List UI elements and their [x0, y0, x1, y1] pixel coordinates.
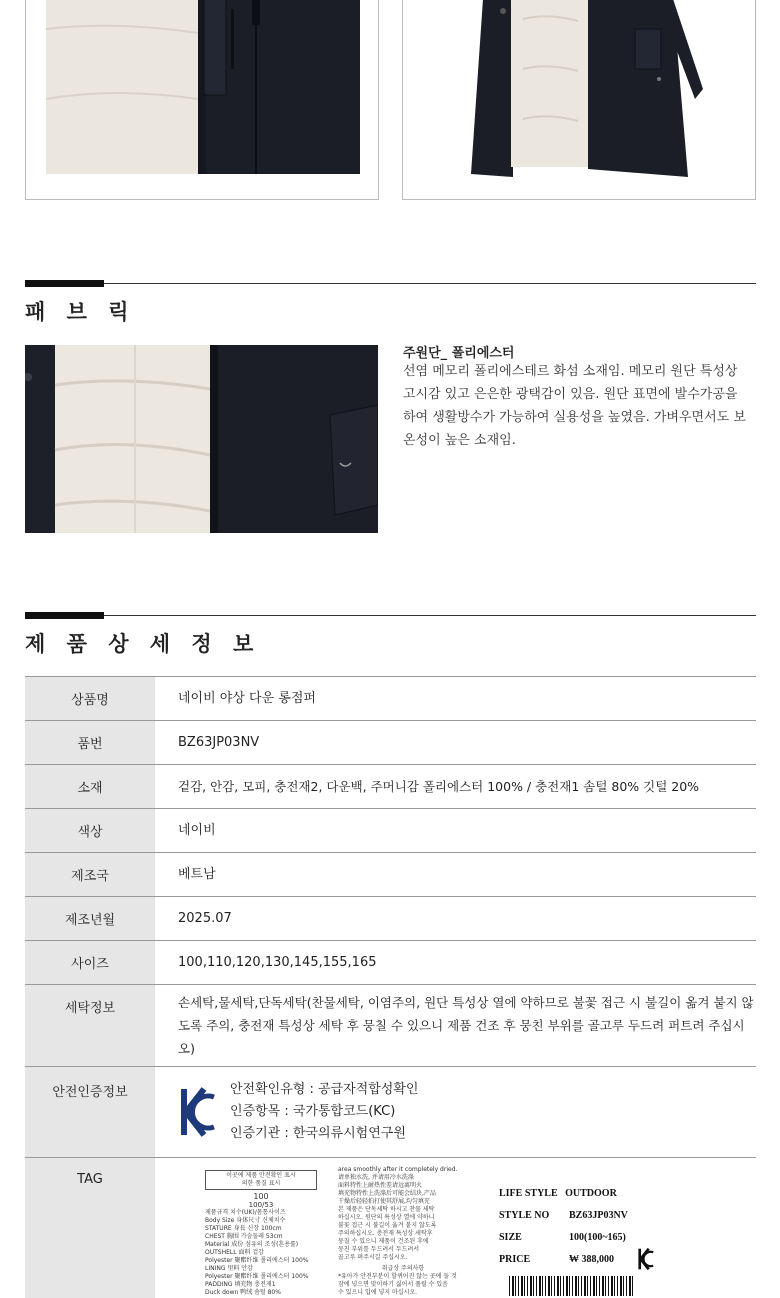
- fabric-section-title: 패 브 릭: [25, 300, 136, 324]
- price-tag-style-label: STYLE NO: [499, 1210, 550, 1221]
- wash-label-line: 뭉칠 수 있으니 제품이 건조된 후에: [338, 1238, 429, 1245]
- row-label: 색상: [25, 809, 155, 853]
- wash-label-line: 불꽃 접근 시 불길이 옮겨 붙지 않도록: [338, 1222, 437, 1229]
- wash-label-image: [338, 1166, 468, 1296]
- wash-label-line: 하십시오. 원단의 특성상 열에 약하니: [338, 1214, 435, 1221]
- care-label-line: PADDING 填充物 충전재1: [205, 1281, 276, 1288]
- wash-label-line: 잠에 넣으면 맞이하기 싫어서 풀릴 수 있음: [338, 1281, 448, 1288]
- table-row: [25, 897, 756, 941]
- cert-item: 인증항목 : 국가통합코드(KC): [230, 1104, 396, 1119]
- row-label: 사이즈: [25, 941, 155, 985]
- care-label-size: 100: [253, 1192, 269, 1201]
- row-label: 소재: [25, 765, 155, 809]
- wash-label-line: 干燥后轻轻拍打使其舒展,均匀填充: [338, 1198, 430, 1205]
- care-label-line: Duck down 鸭绒 솜털 80%: [205, 1289, 281, 1296]
- wash-label-line: 본 제품은 단독세탁 하시고 찬물 세탁: [338, 1206, 435, 1213]
- table-row: [25, 1158, 756, 1298]
- care-label-image: [205, 1170, 317, 1296]
- details-section-title: 제 품 상 세 정 보: [25, 632, 261, 656]
- wash-label-line: 请单独水洗, 并请用冷水洗涤: [338, 1174, 414, 1181]
- price-tag-lifestyle: LIFE STYLE OUTDOOR: [499, 1188, 617, 1199]
- wash-label-line: 뭉친 부위를 두드려서 두드려서: [338, 1246, 420, 1253]
- price-tag-price-value: ₩ 388,000: [569, 1254, 614, 1265]
- care-label-line: Polyester 聚酯纤维 폴리에스터 100%: [205, 1273, 309, 1280]
- row-label: 제조년월: [25, 897, 155, 941]
- wash-label-line: 수 있으니 입에 넣지 마십시오.: [338, 1289, 418, 1296]
- table-row: [25, 853, 756, 897]
- table-row: [25, 1067, 756, 1158]
- product-detail-table: [25, 676, 756, 1298]
- wash-label-line: area smoothly after it completely dried.: [338, 1166, 458, 1173]
- wash-label-line: 골고루 펴주시길 주십시오.: [338, 1254, 408, 1261]
- fabric-heading: 주원단_ 폴리에스터: [403, 346, 515, 361]
- row-value: 네이비 야상 다운 롱점퍼: [155, 677, 756, 721]
- care-label-line: STATURE 身長 신장 100cm: [205, 1225, 282, 1232]
- price-tag-price-label: PRICE: [499, 1254, 531, 1265]
- safety-cert-lines: [230, 1079, 418, 1145]
- row-label: 안전인증정보: [25, 1067, 155, 1158]
- table-row: [25, 677, 756, 721]
- table-row: [25, 765, 756, 809]
- care-label-header: 의한 품질 표시: [241, 1180, 281, 1187]
- jacket-full-image: [403, 0, 755, 199]
- barcode: [509, 1276, 634, 1296]
- table-row: [25, 809, 756, 853]
- care-label-line: 제품규격 치수(UK)/몸통사이즈: [205, 1209, 286, 1216]
- safety-cert-cell: [155, 1067, 756, 1158]
- row-value: 베트남: [155, 853, 756, 897]
- table-row: [25, 985, 756, 1067]
- product-photo-full: [402, 0, 756, 200]
- row-label: TAG: [25, 1158, 155, 1298]
- wash-label-line: 面料特性上耐热性差请远离明火: [338, 1182, 423, 1189]
- care-label-line: OUTSHELL 面料 겉감: [205, 1249, 264, 1256]
- details-section-divider: [25, 615, 756, 616]
- care-label-line: Polyester 聚酯纤维 폴리에스터 100%: [205, 1257, 309, 1264]
- row-value: 겉감, 안감, 모피, 충전재2, 다운백, 주머니감 폴리에스터 100% / 충전재1 솜털 80% 깃털 20%: [155, 765, 756, 809]
- fabric-closeup-photo: [25, 345, 378, 533]
- fabric-description: 선염 메모리 폴리에스테르 화섬 소재임. 메모리 원단 특성상 고시감 있고 은은한 광택감이 있음. 원단 표면에 발수가공을 하여 생활방수가 가능하여 실용성을 높였음. 가벼우면서도 보온성이 높은 소재임.: [403, 364, 746, 448]
- care-label-line: LINING 里料 안감: [205, 1265, 253, 1272]
- row-value: BZ63JP03NV: [155, 721, 756, 765]
- wash-label-line: *유아가 안전부분이 할퀴어진 않는 곳에 둘 것: [338, 1273, 457, 1280]
- care-label-header: 이곳에 제품 안전확인 표시: [226, 1172, 296, 1179]
- row-label: 제조국: [25, 853, 155, 897]
- wash-label-line: 주의하십시오. 충전재 특성상 세탁후: [338, 1230, 433, 1237]
- care-label-line: Material 成份 섬유의 조성(혼용률): [205, 1241, 299, 1248]
- jacket-closeup-image: [26, 0, 378, 199]
- kc-mark-icon: [178, 1083, 218, 1141]
- kc-mark-icon: [637, 1246, 655, 1272]
- wash-label-line: 취급상 주의사항: [381, 1265, 425, 1272]
- price-tag-size-label: SIZE: [499, 1232, 522, 1243]
- row-value: 100,110,120,130,145,155,165: [155, 941, 756, 985]
- row-value: 2025.07: [155, 897, 756, 941]
- cert-type: 안전확인유형 : 공급자적합성확인: [230, 1082, 419, 1097]
- wash-label-line: 填充物特性上洗涤后可能会结块,产品: [338, 1190, 436, 1197]
- table-row: [25, 721, 756, 765]
- row-value: 네이비: [155, 809, 756, 853]
- price-tag-style-value: BZ63JP03NV: [569, 1210, 628, 1221]
- row-label: 세탁정보: [25, 985, 155, 1067]
- price-tag-size-value: 100(100~165): [569, 1232, 626, 1243]
- care-label-size-sub: 100/53: [248, 1201, 274, 1209]
- fabric-section-divider: [25, 283, 756, 284]
- fabric-closeup-image: [25, 345, 378, 533]
- row-label: 상품명: [25, 677, 155, 721]
- cert-agency: 인증기관 : 한국의류시험연구원: [230, 1126, 406, 1141]
- table-row: [25, 941, 756, 985]
- price-tag-image: [499, 1188, 664, 1298]
- row-value: 손세탁,물세탁,단독세탁(찬물세탁, 이염주의, 원단 특성상 열에 약하므로 불꽃 접근 시 불길이 옮겨 붙지 않도록 주의, 충전재 특성상 세탁 후 뭉칠 수 있으니 제품 건조 후 뭉친 부위를 골고루 두드려 퍼트려 주십시오): [155, 985, 756, 1067]
- care-label-line: CHEST 胸围 가슴둘레 53cm: [205, 1233, 283, 1240]
- tag-images-cell: [155, 1158, 756, 1298]
- product-photo-closeup: [25, 0, 379, 200]
- care-label-line: Body Size 身体尺寸 신체치수: [205, 1217, 286, 1224]
- row-label: 품번: [25, 721, 155, 765]
